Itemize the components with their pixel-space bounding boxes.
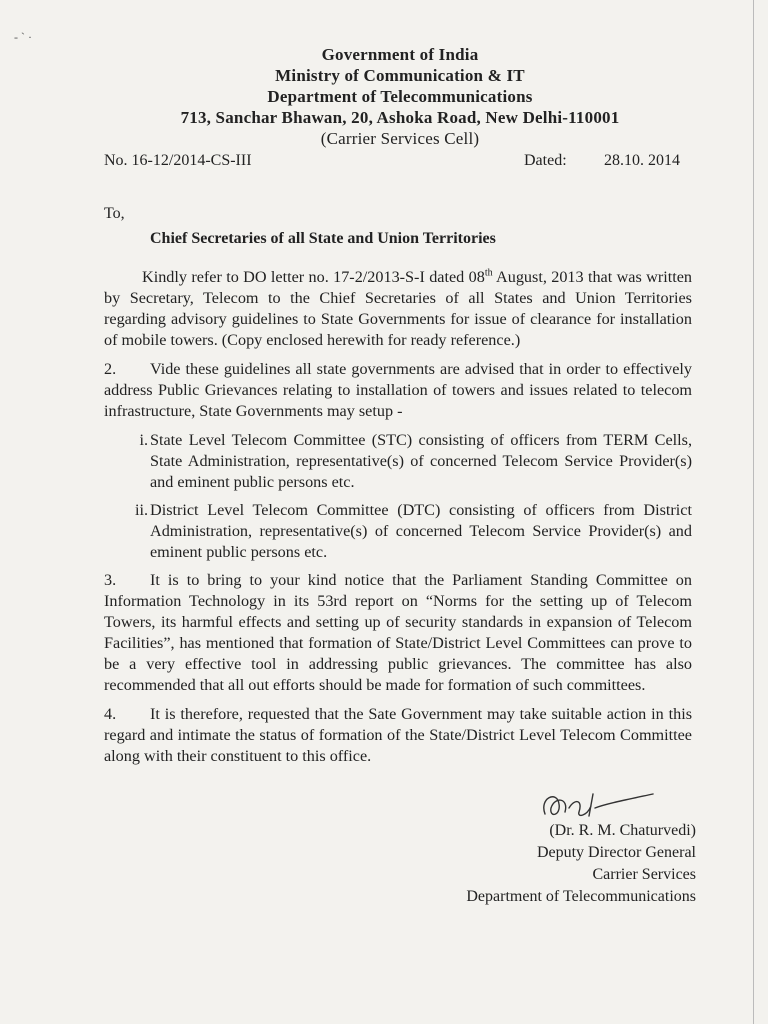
- paragraph-2: [104, 359, 692, 422]
- to-label: To,: [104, 205, 125, 222]
- list-item-numeral: i.: [139, 431, 148, 449]
- signatory-name: (Dr. R. M. Chaturvedi): [549, 822, 696, 839]
- paragraph-2-text: Vide these guidelines all state governments are advised that in order to effectively address Public Grievances relating to installation of towers and issues related to telecom infrastructure, State Governments may setup -: [104, 360, 692, 420]
- paragraph-4: [104, 704, 692, 767]
- list-item: [104, 430, 692, 493]
- letterhead: [100, 44, 700, 149]
- list-item: [104, 500, 692, 563]
- letter-body: [104, 267, 692, 775]
- letterhead-address: 713, Sanchar Bhawan, 20, Ashoka Road, New Delhi-110001: [180, 108, 620, 127]
- paragraph-3-text: It is to bring to your kind notice that the Parliament Standing Committee on Information Technology in its 53rd report on “Norms for the setting up of Telecom Towers, its harmful effects and setting up of security standards in expansion of Telecom Facilities”, has mentioned that formation of State/District Level Committees can prove to be a very effective tool in addressing public grievances. The committee has also recommended that all out efforts should be made for formation of such committees.: [104, 571, 692, 694]
- letterhead-ministry: Ministry of Communication & IT: [275, 66, 525, 85]
- paragraph-4-number: 4.: [104, 705, 117, 723]
- addressee: Chief Secretaries of all State and Union Territories: [150, 230, 496, 247]
- scan-edge-line: [753, 0, 754, 1024]
- letterhead-department: Department of Telecommunications: [267, 87, 533, 106]
- letter-date: 28.10. 2014: [604, 152, 680, 169]
- signatory-department: Department of Telecommunications: [466, 888, 696, 905]
- paragraph-3-number: 3.: [104, 571, 117, 589]
- letterhead-government: Government of India: [321, 45, 479, 64]
- signatory-title: Deputy Director General: [536, 844, 696, 861]
- paragraph-1-text-b: August, 2013 that was written by Secretary, Telecom to the Chief Secretaries of all States and Union Territories regarding advisory guidelines to State Governments for issue of clearance for installation of mobile towers. (Copy enclosed herewith for ready reference.): [104, 268, 692, 349]
- paragraph-3: [104, 570, 692, 696]
- paragraph-1-sup: th: [484, 267, 493, 279]
- list-item-numeral: ii.: [134, 501, 148, 519]
- list-item-text: State Level Telecom Committee (STC) consisting of officers from TERM Cells, State Administration, representative(s) of concerned Telecom Service Provider(s) and eminent public persons etc.: [150, 431, 692, 491]
- committee-list: [104, 430, 692, 563]
- signatory-unit: Carrier Services: [592, 866, 696, 883]
- dated-label: Dated:: [524, 152, 567, 169]
- paragraph-4-text: It is therefore, requested that the Sate Government may take suitable action in this regard and intimate the status of formation of the State/District Level Telecom Committee along with their constituent to this office.: [104, 705, 692, 765]
- paragraph-2-number: 2.: [104, 360, 117, 378]
- reference-line: [104, 152, 694, 170]
- list-item-text: District Level Telecom Committee (DTC) consisting of officers from District Administration, representative(s) of concerned Telecom Service Provider(s) and eminent public persons etc.: [150, 501, 692, 561]
- signature-block: [466, 820, 696, 908]
- paragraph-1-text-a: Kindly refer to DO letter no. 17-2/2013-S-I dated 08: [142, 268, 485, 286]
- letterhead-cell: (Carrier Services Cell): [320, 129, 480, 148]
- paragraph-1: [104, 267, 692, 351]
- reference-number: No. 16-12/2014-CS-III: [104, 152, 252, 169]
- scan-specks: - ` ·: [14, 30, 32, 44]
